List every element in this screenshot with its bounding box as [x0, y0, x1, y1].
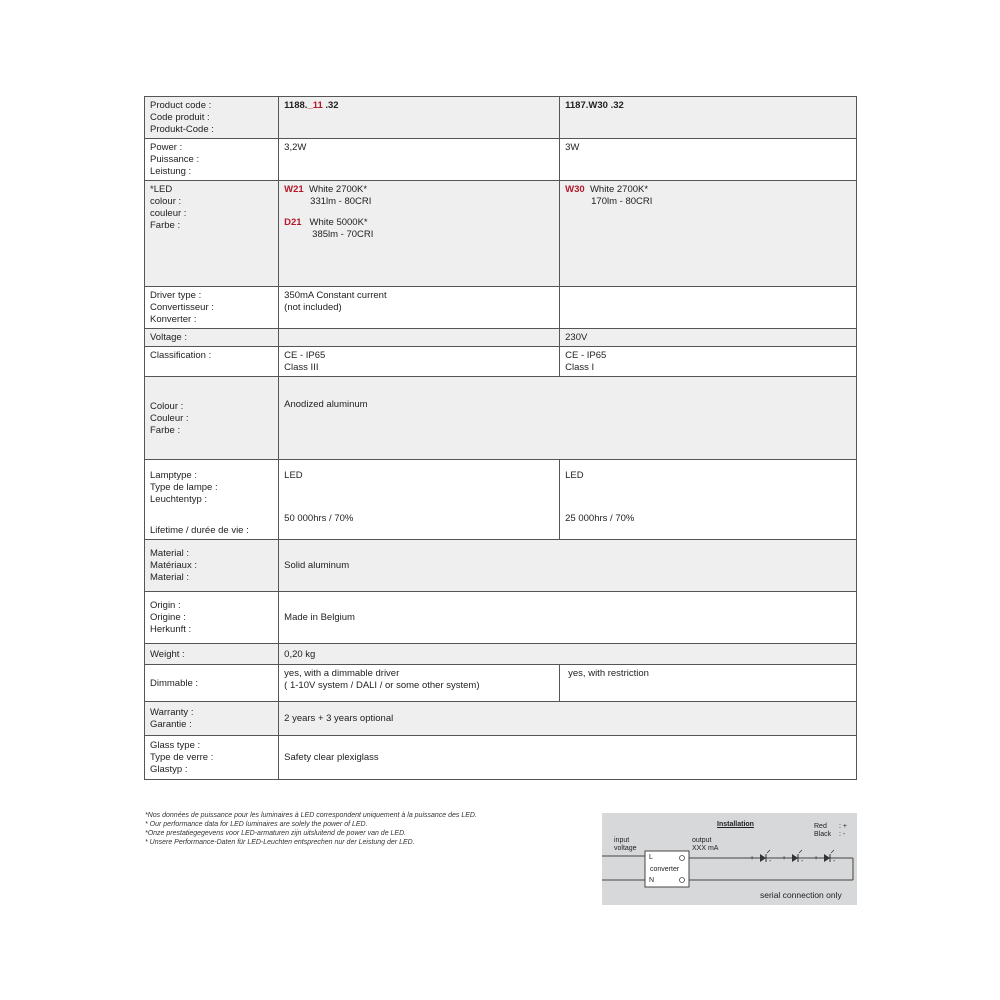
- led-1-minus: -: [769, 858, 772, 865]
- row-led-colour: [145, 181, 857, 287]
- row-driver: [145, 287, 857, 329]
- led-code-d21: D21: [284, 217, 302, 228]
- row-power: [145, 139, 857, 181]
- led-3-plus: +: [814, 855, 819, 862]
- classification-label: Classification :: [145, 347, 279, 377]
- classification-a: CE - IP65 Class III: [279, 347, 560, 377]
- row-product-code: [145, 97, 857, 139]
- led-colour-b: W30 White 2700K* 170lm - 80CRI: [560, 181, 857, 287]
- terminal-l: L: [649, 854, 653, 861]
- black-label: Black: [814, 831, 832, 838]
- output-label-2: XXX mA: [692, 845, 719, 852]
- lamptype-b: LED 25 000hrs / 70%: [560, 460, 857, 540]
- input-label-1: input: [614, 837, 630, 844]
- red-label: Red: [814, 823, 827, 830]
- row-colour: [145, 377, 857, 460]
- driver-label: Driver type : Convertisseur : Konverter :: [145, 287, 279, 329]
- footnote-en: * Our performance data for LED luminaires are solely the power of LED.: [145, 821, 368, 828]
- led-1-plus: +: [750, 855, 755, 862]
- colour-value: Anodized aluminum: [279, 377, 857, 460]
- power-a: 3,2W: [279, 139, 560, 181]
- footnote-de: * Unsere Performance-Daten für LED-Leuchten entsprechen nur der Leistung der LED.: [145, 839, 415, 846]
- terminal-n: N: [649, 877, 655, 884]
- voltage-b: 230V: [560, 329, 857, 347]
- spec-table: [144, 96, 857, 780]
- weight-value: 0,20 kg: [279, 644, 857, 665]
- led-2-plus: +: [782, 855, 787, 862]
- row-lamptype: [145, 460, 857, 540]
- black-sign: : -: [839, 831, 846, 838]
- led-2-minus: -: [801, 858, 804, 865]
- installation-title: Installation: [717, 821, 754, 828]
- row-weight: [145, 644, 857, 665]
- warranty-value: 2 years + 3 years optional: [279, 702, 857, 736]
- voltage-label: Voltage :: [145, 329, 279, 347]
- led-3-minus: -: [833, 858, 836, 865]
- row-warranty: [145, 702, 857, 736]
- row-glass: [145, 736, 857, 780]
- red-sign: : +: [839, 823, 847, 830]
- power-label: Power : Puissance : Leistung :: [145, 139, 279, 181]
- product-code-label: Product code : Code produit : Produkt-Code :: [145, 97, 279, 139]
- input-label-2: voltage: [614, 845, 637, 852]
- lamptype-a: LED 50 000hrs / 70%: [279, 460, 560, 540]
- serial-note: serial connection only: [760, 890, 842, 900]
- voltage-a: [279, 329, 560, 347]
- power-b: 3W: [560, 139, 857, 181]
- classification-b: CE - IP65 Class I: [560, 347, 857, 377]
- row-origin: [145, 592, 857, 644]
- dimmable-b: yes, with restriction: [560, 665, 857, 702]
- installation-diagram: [602, 813, 857, 905]
- material-value: Solid aluminum: [279, 540, 857, 592]
- warranty-label: Warranty : Garantie :: [145, 702, 279, 736]
- footnotes: [145, 811, 565, 847]
- led-colour-label: *LED colour : couleur : Farbe :: [145, 181, 279, 287]
- colour-label: Colour : Couleur : Farbe :: [145, 377, 279, 460]
- footnote-nl: *Onze prestatiegegevens voor LED-armaturen zijn uitsluitend de power van de LED.: [145, 830, 407, 837]
- origin-value: Made in Belgium: [279, 592, 857, 644]
- row-classification: [145, 347, 857, 377]
- driver-b: [560, 287, 857, 329]
- led-code-w21: W21: [284, 184, 304, 195]
- footnote-fr: *Nos données de puissance pour les luminaires à LED correspondent uniquement à la puissance des LED.: [145, 812, 477, 819]
- output-label-1: output: [692, 837, 712, 844]
- row-voltage: [145, 329, 857, 347]
- converter-label: converter: [650, 866, 680, 873]
- weight-label: Weight :: [145, 644, 279, 665]
- dimmable-label: Dimmable :: [145, 665, 279, 702]
- row-material: [145, 540, 857, 592]
- lamptype-label: Lamptype : Type de lampe : Leuchtentyp : Lifetime / durée de vie :: [145, 460, 279, 540]
- led-code-w30: W30: [565, 184, 585, 195]
- material-label: Material : Matériaux : Material :: [145, 540, 279, 592]
- row-dimmable: [145, 665, 857, 702]
- driver-a: 350mA Constant current (not included): [279, 287, 560, 329]
- product-code-a: 1188._11 .32: [279, 97, 560, 139]
- origin-label: Origin : Origine : Herkunft :: [145, 592, 279, 644]
- product-code-b: 1187.W30 .32: [560, 97, 857, 139]
- led-colour-a: W21 White 2700K* 331lm - 80CRI D21 White 5000K* 385lm - 70CRI: [279, 181, 560, 287]
- glass-label: Glass type : Type de verre : Glastyp :: [145, 736, 279, 780]
- dimmable-a: yes, with a dimmable driver ( 1-10V system / DALI / or some other system): [279, 665, 560, 702]
- glass-value: Safety clear plexiglass: [279, 736, 857, 780]
